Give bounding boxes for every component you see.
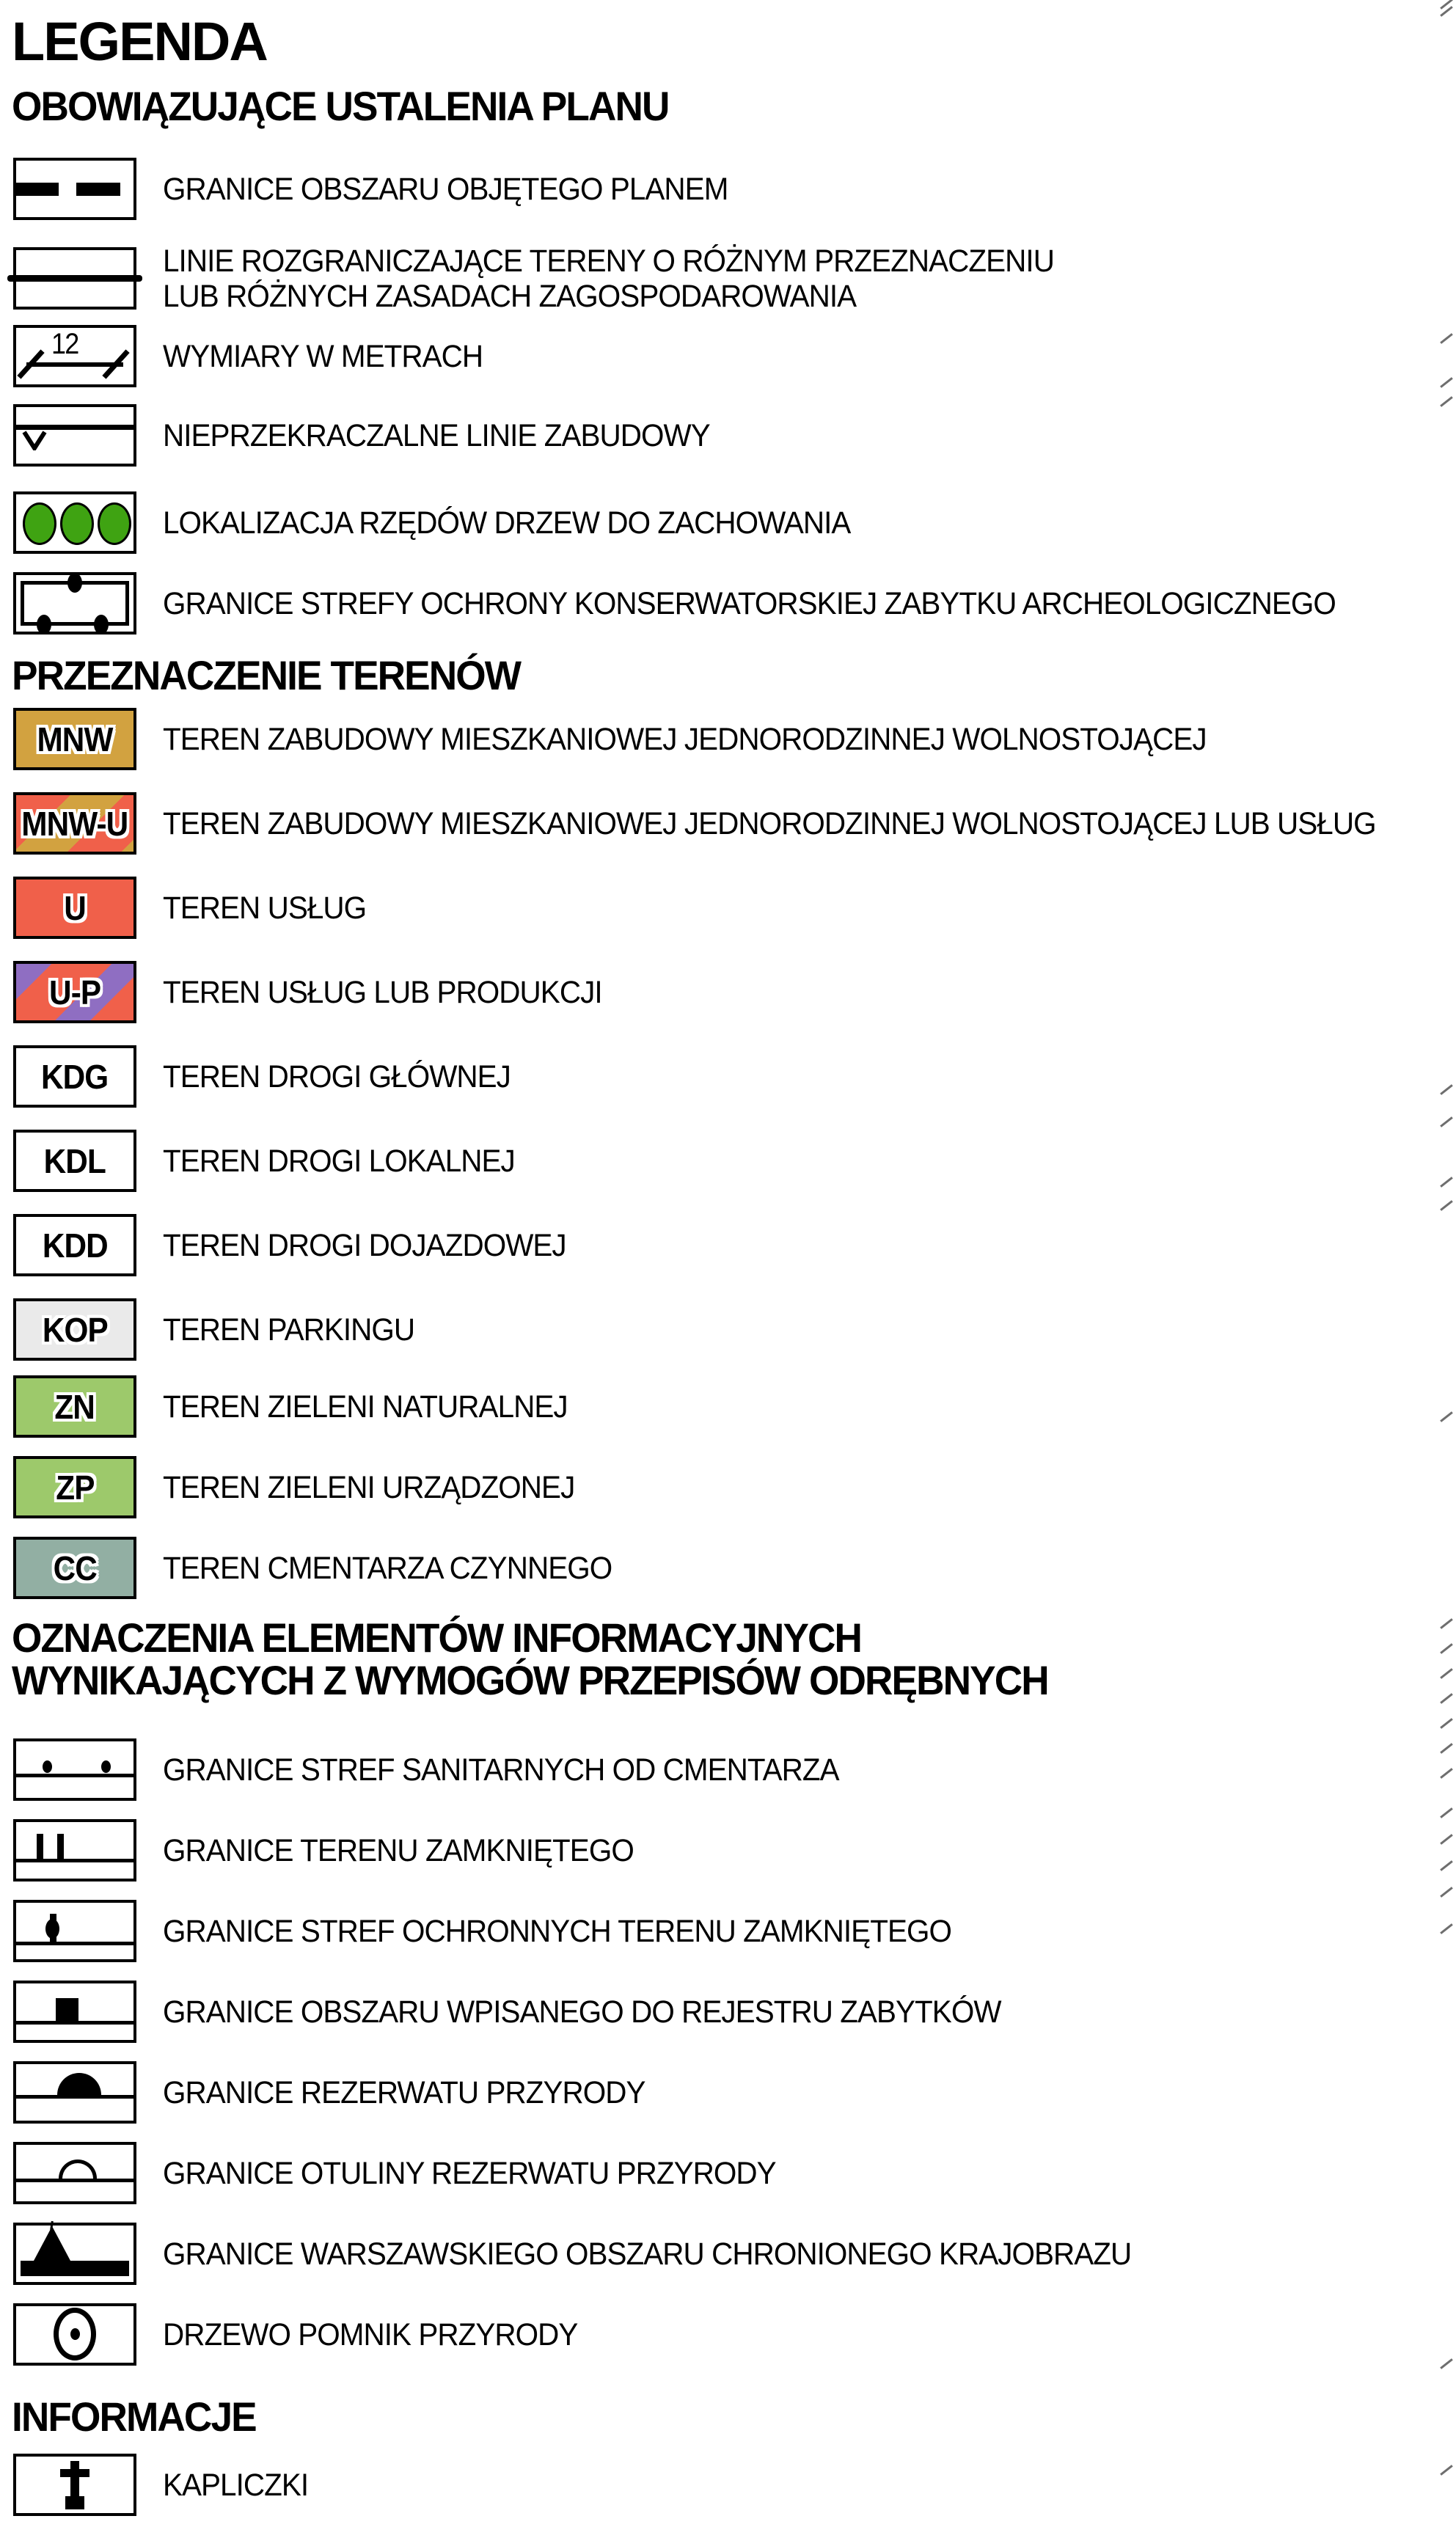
land-use-box-kop (13, 1298, 136, 1361)
line-dot (43, 1760, 52, 1773)
legend-label: TEREN ZIELENI URZĄDZONEJ (163, 1469, 575, 1505)
map-fragment-mark (1440, 1693, 1453, 1704)
boundary-line (16, 1774, 133, 1777)
mountain-triangle (34, 2226, 70, 2261)
thick-bar (21, 2261, 129, 2276)
legend-row (0, 708, 1456, 770)
border-dot (67, 573, 82, 593)
section-heading-land-use: PRZEZNACZENIE TERENÓW (12, 652, 521, 698)
legend-row (0, 877, 1456, 939)
border-dot (94, 615, 109, 635)
land-use-box-zn (13, 1375, 136, 1438)
section-heading-informational-line2: WYNIKAJĄCYCH Z WYMOGÓW PRZEPISÓW ODRĘBNYCH (12, 1657, 1048, 1703)
dimension-value: 12 (51, 328, 78, 360)
legend-label: TEREN ZIELENI NATURALNEJ (163, 1389, 568, 1425)
land-use-box-zp (13, 1456, 136, 1518)
land-use-box-kdg (13, 1045, 136, 1108)
land-use-code: MNW-U (21, 804, 128, 843)
legend-row (0, 1900, 1456, 1962)
land-use-code: U-P (48, 973, 101, 1012)
legend-label: TEREN CMENTARZA CZYNNEGO (163, 1550, 612, 1586)
legend-label: TEREN USŁUG (163, 890, 367, 926)
dash-segment (76, 183, 120, 196)
legend-row (0, 1738, 1456, 1801)
legend-label: TEREN USŁUG LUB PRODUKCJI (163, 974, 602, 1010)
protected-landscape-symbol (13, 2223, 136, 2285)
legend-label: GRANICE TERENU ZAMKNIĘTEGO (163, 1832, 634, 1868)
legend-label: TEREN DROGI LOKALNEJ (163, 1143, 515, 1179)
section-heading-binding-rules: OBOWIĄZUJĄCE USTALENIA PLANU (12, 83, 669, 129)
map-fragment-mark (1440, 1618, 1453, 1629)
center-dot (70, 2328, 80, 2340)
cemetery-sanitary-zone-symbol (13, 1738, 136, 1801)
legend-label: GRANICE STREFY OCHRONY KONSERWATORSKIEJ ZABYTKU ARCHEOLOGICZNEGO (163, 585, 1336, 621)
legend-row (0, 2454, 1456, 2516)
legend-label: GRANICE OBSZARU OBJĘTEGO PLANEM (163, 171, 728, 207)
legend-row (0, 961, 1456, 1023)
legend-row (0, 2303, 1456, 2366)
legend-label: LOKALIZACJA RZĘDÓW DRZEW DO ZACHOWANIA (163, 505, 851, 541)
legend-row (0, 404, 1456, 467)
monument-tree-symbol (13, 2303, 136, 2366)
closed-area-protection-zone-symbol (13, 1900, 136, 1962)
land-use-box-u (13, 877, 136, 939)
map-fragment-mark (1440, 1643, 1453, 1654)
land-use-code: KDD (42, 1226, 108, 1265)
boundary-line (16, 2179, 133, 2182)
legend-row (0, 1456, 1456, 1518)
legend-label: GRANICE OTULINY REZERWATU PRZYRODY (163, 2155, 776, 2191)
land-use-box-cc (13, 1537, 136, 1599)
dividing-lines-symbol (13, 247, 136, 310)
heritage-register-symbol (13, 1981, 136, 2043)
legend-label: TEREN PARKINGU (163, 1312, 415, 1347)
square-mark (56, 1998, 78, 2021)
section-heading-informacje: INFORMACJE (12, 2393, 256, 2440)
section-heading-informational-line1: OZNACZENIA ELEMENTÓW INFORMACYJNYCH (12, 1614, 862, 1661)
legend-label: KAPLICZKI (163, 2467, 309, 2503)
tree-icon (23, 502, 56, 545)
legend-label: TEREN ZABUDOWY MIESZKANIOWEJ JEDNORODZINNEJ WOLNOSTOJĄCEJ (163, 721, 1207, 757)
legend-row (0, 792, 1456, 855)
land-use-box-kdl (13, 1130, 136, 1192)
boundary-line (16, 1942, 133, 1945)
land-use-code: ZN (54, 1387, 95, 1426)
legend-title: LEGENDA (12, 11, 267, 72)
legend-row (0, 1045, 1456, 1108)
tree-icon (60, 502, 94, 545)
land-use-code: MNW (37, 720, 113, 758)
boundary-line (16, 2021, 133, 2025)
legend-row (0, 491, 1456, 554)
legend-label: GRANICE REZERWATU PRZYRODY (163, 2074, 645, 2110)
building-line (16, 425, 133, 430)
tick-bar (37, 1834, 43, 1859)
land-use-code: KOP (42, 1310, 108, 1349)
legend-row (0, 2061, 1456, 2124)
dimension-line (26, 362, 123, 367)
map-fragment-mark (1440, 1200, 1453, 1211)
land-use-box-kdd (13, 1214, 136, 1276)
legend-row (0, 1819, 1456, 1881)
land-use-box-mnw-u (13, 792, 136, 855)
legend-label: TEREN DROGI DOJAZDOWEJ (163, 1227, 566, 1263)
building-line-symbol (13, 404, 136, 467)
legend-row (0, 1298, 1456, 1361)
line-dot (101, 1760, 111, 1773)
legend-label: LINIE ROZGRANICZAJĄCE TERENY O RÓŻNYM PRZEZNACZENIU LUB RÓŻNYCH ZASADACH ZAGOSPODAROWANIA (163, 243, 1054, 314)
land-use-code: KDG (41, 1057, 109, 1096)
boundary-line (16, 1859, 133, 1862)
legend-label: DRZEWO POMNIK PRZYRODY (163, 2316, 578, 2352)
cross-base (65, 2496, 84, 2509)
land-use-box-mnw (13, 708, 136, 770)
legend-label: TEREN DROGI GŁÓWNEJ (163, 1058, 511, 1094)
legend-label: TEREN ZABUDOWY MIESZKANIOWEJ JEDNORODZINNEJ WOLNOSTOJĄCEJ LUB USŁUG (163, 805, 1376, 841)
land-use-code: U (64, 888, 86, 927)
legend-label: GRANICE STREF OCHRONNYCH TERENU ZAMKNIĘTEGO (163, 1913, 951, 1949)
map-fragment-mark (1440, 1807, 1453, 1818)
plan-boundary-symbol (13, 158, 136, 220)
tree-ring-icon (54, 2308, 96, 2360)
legend-label: GRANICE OBSZARU WPISANEGO DO REJESTRU ZABYTKÓW (163, 1994, 1001, 2030)
legend-row (0, 2223, 1456, 2285)
down-triangle-icon (22, 430, 47, 450)
map-fragment-mark (1440, 1116, 1453, 1127)
legend-label: NIEPRZEKRACZALNE LINIE ZABUDOWY (163, 417, 710, 453)
legend-row (0, 158, 1456, 220)
legend-row (0, 325, 1456, 387)
open-dome-mark (59, 2160, 97, 2179)
closed-area-symbol (13, 1819, 136, 1881)
land-use-code: KDL (43, 1141, 106, 1180)
legend-row (0, 1981, 1456, 2043)
tree-row-symbol (13, 491, 136, 554)
land-use-code: CC (53, 1548, 97, 1587)
line-dot (45, 1919, 59, 1939)
legend-label: GRANICE STREF SANITARNYCH OD CMENTARZA (163, 1752, 839, 1788)
border-dot (37, 615, 51, 635)
chapel-symbol (13, 2454, 136, 2516)
legend-row (0, 1537, 1456, 1599)
legend-row (0, 1375, 1456, 1438)
filled-dome-mark (57, 2073, 101, 2095)
land-use-box-u-p (13, 961, 136, 1023)
archeological-zone-symbol (13, 572, 136, 635)
reserve-buffer-symbol (13, 2142, 136, 2204)
boundary-line (16, 2095, 133, 2099)
legend-label: WYMIARY W METRACH (163, 338, 483, 374)
legend-row (0, 1130, 1456, 1192)
tree-icon (98, 502, 131, 545)
land-use-code: ZP (55, 1468, 95, 1507)
legend-label: GRANICE WARSZAWSKIEGO OBSZARU CHRONIONEGO KRAJOBRAZU (163, 2236, 1132, 2272)
cross-arm (60, 2469, 89, 2477)
legend-row (0, 1214, 1456, 1276)
dash-segment (16, 183, 59, 196)
legend-row (0, 243, 1456, 314)
map-fragment-mark (1440, 1887, 1453, 1898)
map-fragment-mark (1440, 1718, 1453, 1729)
tick-bar (57, 1834, 64, 1859)
nature-reserve-symbol (13, 2061, 136, 2124)
map-fragment-mark (1440, 1668, 1453, 1679)
legend-row (0, 2142, 1456, 2204)
dimensions-symbol (13, 325, 136, 387)
thick-line (7, 275, 142, 282)
legend-row (0, 572, 1456, 635)
